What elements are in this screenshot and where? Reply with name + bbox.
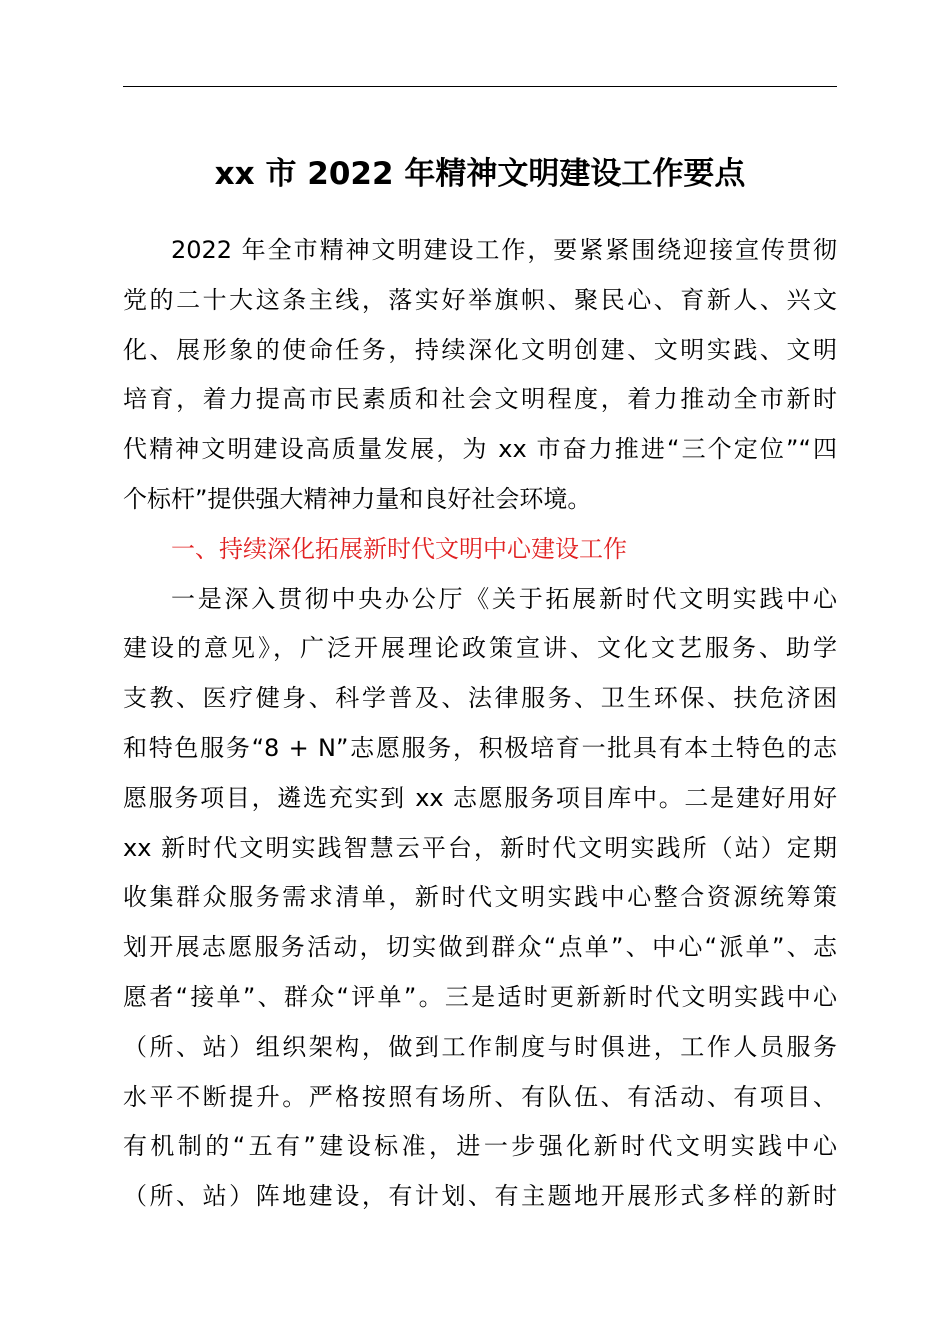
section-heading: 一、持续深化拓展新时代文明中心建设工作: [171, 534, 627, 563]
paragraph-line: xx 新时代文明实践智慧云平台，新时代文明实践所（站）定期: [123, 833, 837, 862]
paragraph-line: 党的二十大这条主线，落实好举旗帜、聚民心、育新人、兴文: [123, 285, 837, 314]
paragraph-line: 建设的意见》，广泛开展理论政策宣讲、文化文艺服务、助学: [123, 634, 837, 663]
paragraph-line: 个标杆”提供强大精神力量和良好社会环境。: [123, 484, 592, 513]
paragraph-line: （所、站）组织架构，做到工作制度与时俱进，工作人员服务: [123, 1032, 837, 1061]
paragraph-line: （所、站）阵地建设，有计划、有主题地开展形式多样的新时: [123, 1182, 837, 1211]
paragraph-line: 2022 年全市精神文明建设工作，要紧紧围绕迎接宣传贯彻: [171, 236, 837, 264]
paragraph-line: 有机制的“五有”建设标准，进一步强化新时代文明实践中心: [123, 1132, 837, 1161]
paragraph-line: 一是深入贯彻中央办公厅《关于拓展新时代文明实践中心: [171, 584, 837, 613]
paragraph-line: 代精神文明建设高质量发展，为 xx 市奋力推进“三个定位”“四: [123, 435, 837, 464]
paragraph-line: 愿者“接单”、群众“评单”。三是适时更新新时代文明实践中心: [123, 982, 837, 1011]
paragraph-line: 支教、医疗健身、科学普及、法律服务、卫生环保、扶危济困: [123, 684, 837, 713]
document-body: [123, 226, 837, 1222]
paragraph-line: 化、展形象的使命任务，持续深化文明创建、文明实践、文明: [123, 335, 837, 364]
paragraph-line: 和特色服务“8 + N”志愿服务，积极培育一批具有本土特色的志: [123, 733, 837, 762]
paragraph-line: 培育，着力提高市民素质和社会文明程度，着力推动全市新时: [123, 385, 837, 414]
paragraph-line: 愿服务项目，遴选充实到 xx 志愿服务项目库中。二是建好用好: [123, 783, 837, 812]
document-title: xx 市 2022 年精神文明建设工作要点: [214, 156, 746, 192]
paragraph-line: 划开展志愿服务活动，切实做到群众“点单”、中心“派单”、志: [123, 933, 837, 962]
header-rule: [123, 86, 837, 87]
paragraph-line: 水平不断提升。严格按照有场所、有队伍、有活动、有项目、: [123, 1082, 837, 1111]
paragraph-line: 收集群众服务需求清单，新时代文明实践中心整合资源统筹策: [123, 883, 837, 912]
